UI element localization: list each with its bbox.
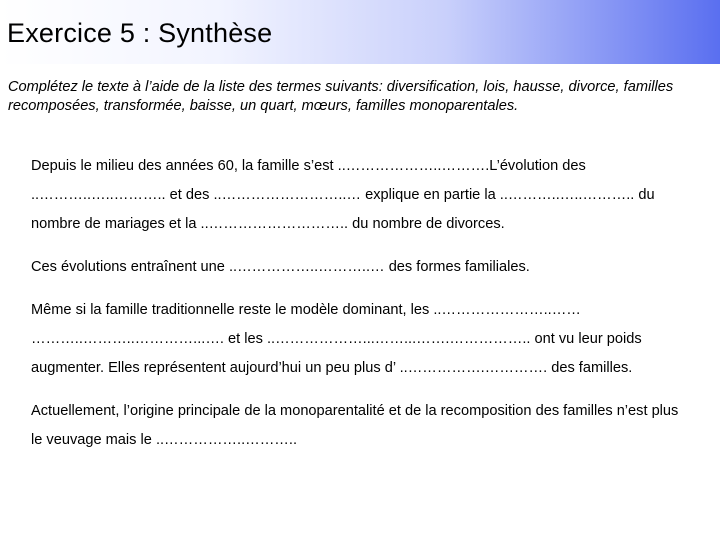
text-segment: explique en partie la	[361, 187, 500, 203]
text-segment: ont vu leur poids augmenter. Elles représentent aujourd’hui un peu plus d’	[31, 331, 642, 376]
paragraph-4	[31, 397, 681, 455]
text-segment: des familles.	[547, 360, 633, 376]
paragraph-3	[31, 296, 681, 383]
text-segment: Ces évolutions entraînent une	[31, 259, 229, 275]
paragraph-2	[31, 253, 681, 282]
blank-1: ..………………..……….	[337, 158, 490, 174]
paragraph-1	[31, 152, 681, 239]
text-segment: du nombre de divorces.	[348, 216, 505, 232]
blank-8: ..………………...……...…….……………..	[266, 331, 531, 347]
slide-header	[0, 0, 720, 64]
text-segment: des formes familiales.	[384, 259, 530, 275]
blank-9: ..…………….………….	[399, 360, 548, 376]
blank-3: ..……………………..…	[213, 187, 362, 203]
blank-4: ..………..…..………..	[499, 187, 635, 203]
text-segment: Depuis le milieu des années 60, la famille s’est	[31, 158, 338, 174]
exercise-text	[31, 152, 681, 469]
blank-5: ..………………………..	[200, 216, 349, 232]
text-segment: L’évolution des	[489, 158, 586, 174]
blank-2: ..………..…..………..	[31, 187, 166, 203]
text-segment: .	[292, 432, 298, 448]
text-segment: Même si la famille traditionnelle reste le modèle dominant, les	[31, 302, 434, 318]
blank-6: ..……………..………..…	[228, 259, 385, 275]
instructions-text: Complétez le texte à l’aide de la liste des termes suivants: diversification, lois, hausse, divorce, familles recomposées, transformée, baisse, un quart, mœurs, familles monoparentales.	[8, 79, 674, 114]
page-title: Exercice 5 : Synthèse	[7, 18, 273, 48]
blank-7-continued: ………..………..…………...…. et les	[31, 331, 267, 347]
text-segment: et des	[165, 187, 214, 203]
text-segment: Actuellement, l’origine principale de la monoparentalité et de la recomposition des familles n’est plus le veuvage mais le	[31, 403, 679, 448]
text-segment: du nombre de mariages et la	[31, 187, 655, 232]
blank-10: ..……………..……….	[155, 432, 293, 448]
blank-7: ..…………………..……	[433, 302, 581, 318]
